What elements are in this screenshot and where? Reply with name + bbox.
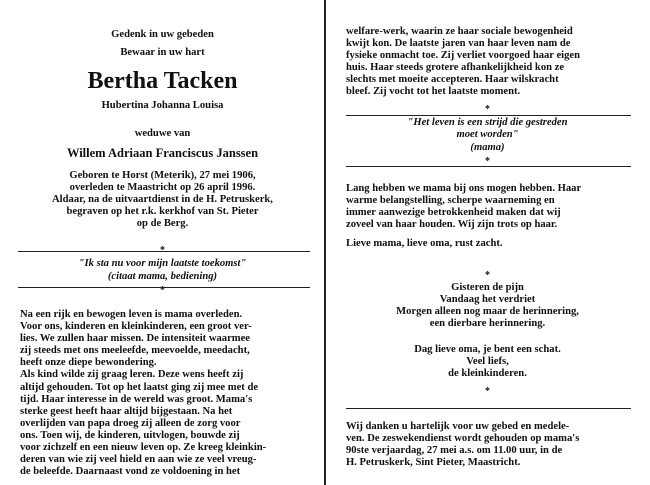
quote-1-attribution: (citaat mama, bediening): [107, 271, 218, 282]
gedenk-line: Gedenk in uw gebeden: [111, 29, 214, 40]
text-line: slechts met moeite accepteren. Haar wilskracht: [346, 74, 559, 86]
memorial-line: altijd gehouden. Tot op het laatst ging zij mee met de: [20, 381, 259, 393]
quote-2-attribution: (mama): [470, 142, 505, 153]
birth-death-block: [0, 170, 325, 230]
star-separator: *: [485, 156, 490, 167]
deceased-name: Bertha Tacken: [87, 68, 238, 94]
star-separator: *: [485, 386, 490, 397]
memorial-line: sterke geest heeft haar altijd bijgestaan. Na het: [20, 405, 233, 417]
quote-rule-bottom: [18, 287, 310, 288]
text-line: immer aanwezige betrokkenheid maken dat wij: [346, 207, 561, 219]
text-line: Wij danken u hartelijk voor uw gebed en medele-: [346, 421, 570, 432]
memorial-line: de beleefde. Daarnaast vond ze voldoening in het: [20, 466, 241, 478]
husband-name: Willem Adriaan Franciscus Janssen: [66, 146, 259, 160]
text-line: zoveel van haar houden. Wij zijn trots op haar.: [346, 219, 558, 231]
right-page: [325, 0, 650, 485]
text-line: bleef. Zij vocht tot het laatste moment.: [346, 86, 521, 98]
poem-line: Gisteren de pijn: [451, 282, 524, 293]
memorial-line: zij steeds met ons meeleefde, meevoelde, meedacht,: [20, 345, 250, 357]
birth-line-2: overleden te Maastricht op 26 april 1996.: [69, 182, 256, 194]
birth-line-5: op de Berg.: [136, 218, 189, 230]
text-line: welfare-werk, waarin ze haar sociale bewogenheid: [346, 26, 573, 37]
birth-line-1: Geboren te Horst (Meterik), 27 mei 1906,: [69, 170, 256, 181]
birth-line-3: Aldaar, na de uitvaartdienst in de H. Petruskerk,: [52, 194, 273, 206]
text-line: Lang hebben we mama bij ons mogen hebben. Haar: [346, 183, 582, 194]
poem: [325, 282, 650, 330]
memorial-line: tijd. Haar interesse in de wereld was groot. Mama's: [20, 393, 253, 405]
given-names: Hubertina Johanna Louisa: [101, 100, 224, 111]
star-separator: *: [160, 245, 165, 256]
farewell-line: Lieve mama, lieve oma, rust zacht.: [346, 238, 503, 249]
memorial-line: Na een rijk en bewogen leven is mama overleden.: [20, 309, 243, 320]
message-line: Dag lieve oma, je bent een schat.: [414, 344, 561, 355]
quote-rule-bottom: [346, 166, 631, 167]
thanks-text: [346, 421, 631, 469]
continued-text: [346, 26, 631, 99]
star-separator: *: [485, 270, 490, 281]
memorial-line: overlijden van papa droeg zij alleen de zorg voor: [20, 417, 241, 429]
star-separator: *: [160, 285, 165, 296]
star-separator: *: [485, 104, 490, 115]
quote-line: moet worden": [456, 129, 519, 141]
widow-line: weduwe van: [134, 128, 191, 139]
tribute-text: [346, 183, 631, 231]
memorial-line: lies. We zullen haar missen. De intensiteit waarmee: [20, 333, 250, 345]
poem-line: Morgen alleen nog maar de herinnering,: [396, 306, 579, 318]
message-line: de kleinkinderen.: [448, 368, 527, 380]
poem-line: een dierbare herinnering.: [429, 318, 546, 330]
memorial-line: Als kind wilde zij graag leren. Deze wens heeft zij: [20, 369, 244, 381]
quote-2: [325, 117, 650, 141]
message-line: Veel liefs,: [466, 356, 509, 368]
quote-line: "Het leven is een strijd die gestreden: [407, 117, 568, 128]
quote-rule-top: [18, 251, 310, 252]
text-line: huis. Haar steeds grotere afhankelijkheid kon ze: [346, 62, 565, 74]
poem-line: Vandaag het verdriet: [439, 294, 536, 306]
text-line: kwijt kon. De laatste jaren van haar leven nam de: [346, 38, 571, 50]
memorial-line: ons. Toen wij, de kinderen, uitvlogen, bouwde zij: [20, 429, 240, 441]
text-line: 90ste verjaardag, 27 mei a.s. om 11.00 uur, in de: [346, 445, 563, 457]
memorial-line: deren van wie zij veel hield en aan wie ze veel vreug-: [20, 454, 257, 466]
text-line: ven. De zeswekendienst wordt gehouden op mama's: [346, 433, 580, 445]
memorial-text: [20, 309, 310, 478]
memorial-line: Voor ons, kinderen en kleinkinderen, een groot ver-: [20, 321, 252, 333]
quote-1: "Ik sta nu voor mijn laatste toekomst": [78, 258, 247, 269]
grandchildren-message: [325, 344, 650, 380]
bewaar-line: Bewaar in uw hart: [120, 47, 205, 58]
text-line: fysieke onmacht toe. Zij verliet voorgoed haar eigen: [346, 50, 580, 62]
birth-line-4: begraven op het r.k. kerkhof van St. Pieter: [66, 206, 259, 218]
memorial-line: voor zichzelf en een nieuw leven op. Ze kreeg kleinkin-: [20, 442, 267, 454]
quote-rule-top: [346, 115, 631, 116]
thanks-rule: [346, 408, 631, 409]
memorial-line: heeft onze diepe bewondering.: [20, 357, 157, 369]
text-line: warme belangstelling, scherpe waarneming en: [346, 195, 555, 207]
text-line: H. Petruskerk, Sint Pieter, Maastricht.: [346, 457, 521, 469]
